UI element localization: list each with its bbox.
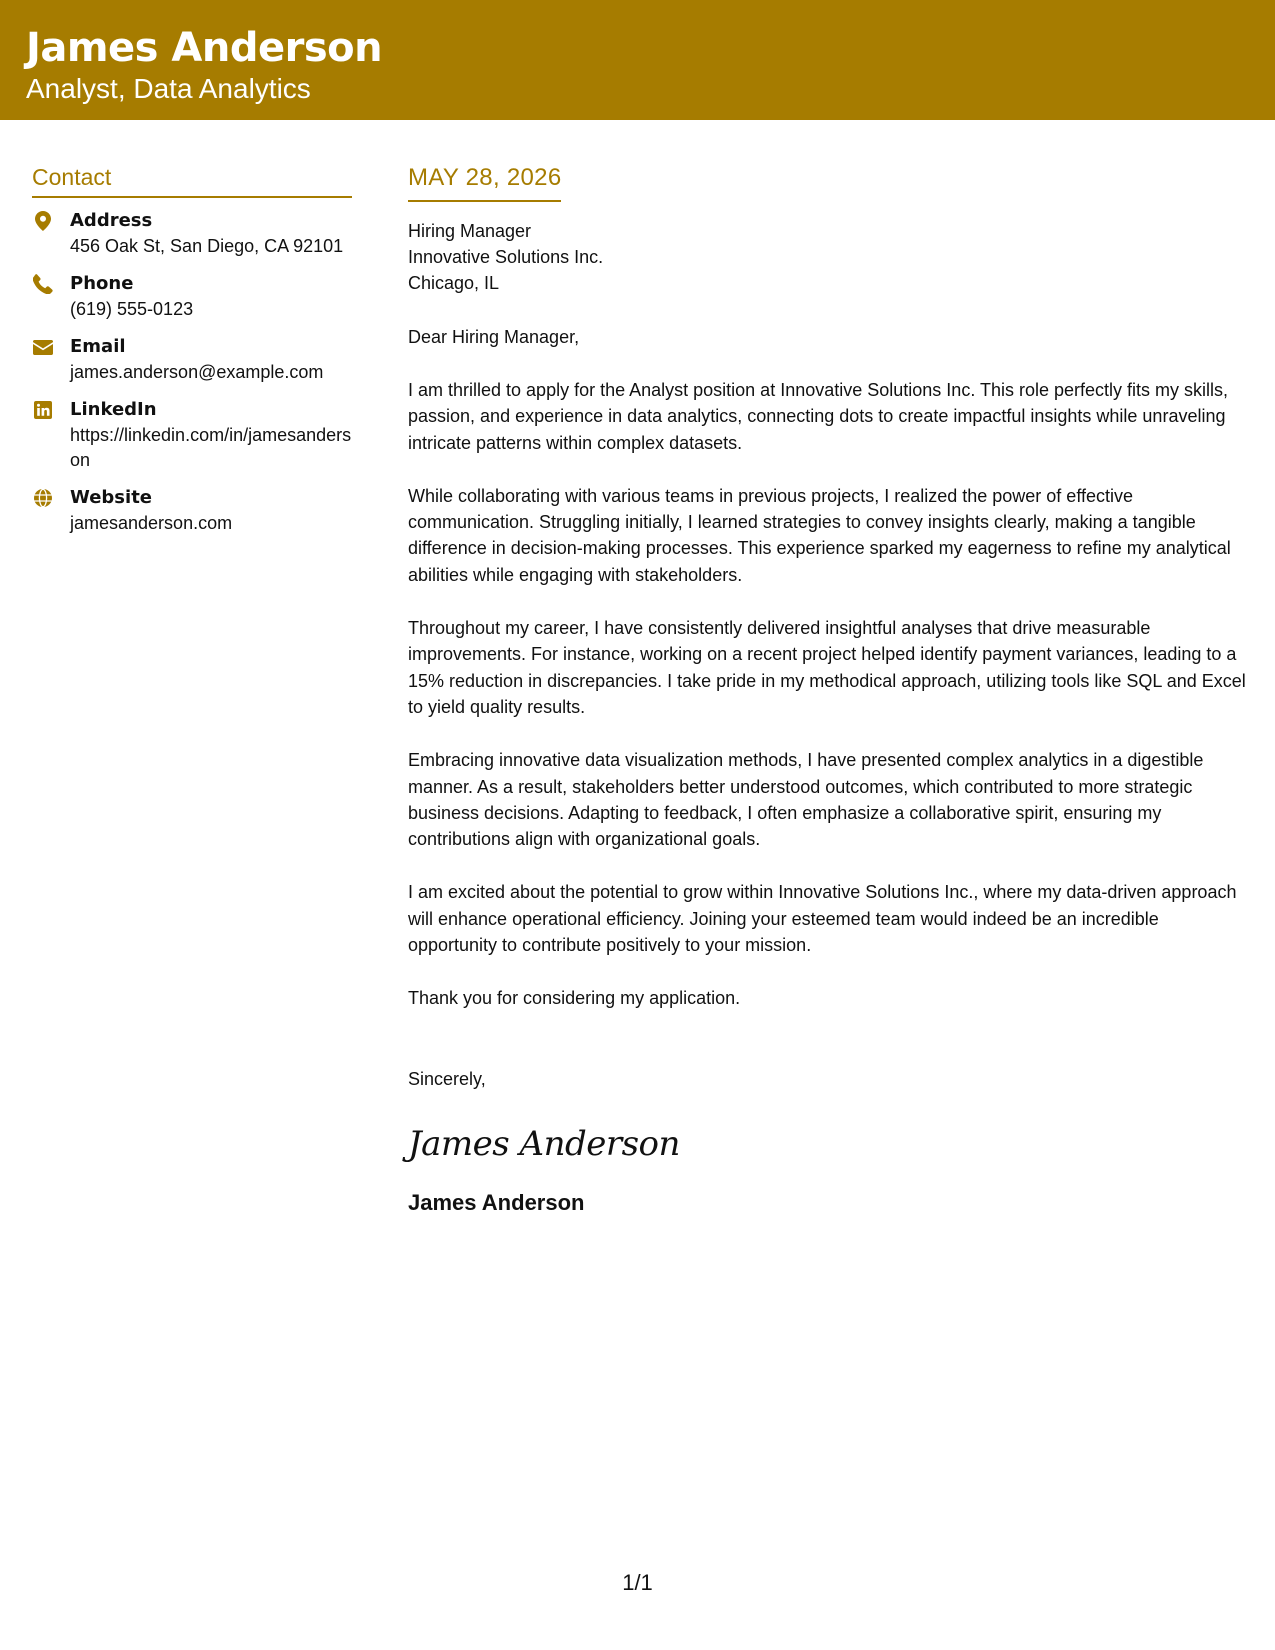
header-banner xyxy=(0,0,1275,120)
contact-label: LinkedIn xyxy=(70,399,157,420)
contact-value: 456 Oak St, San Diego, CA 92101 xyxy=(70,236,344,256)
recipient-company: Innovative Solutions Inc. xyxy=(408,247,604,267)
phone-icon xyxy=(32,273,54,295)
closing: Sincerely, xyxy=(408,1068,486,1089)
contact-sidebar xyxy=(32,162,352,548)
salutation: Dear Hiring Manager, xyxy=(408,327,580,347)
contact-label: Address xyxy=(70,210,153,231)
contact-item-website xyxy=(32,485,352,536)
linkedin-icon xyxy=(32,399,54,421)
letter-paragraph: Embracing innovative data visualization methods, I have presented complex analytics in a digestible manner. As a result, stakeholders better understood outcomes, which contributed to more strategic business decisions. Adapting to feedback, I often emphasize a collaborative spirit, ensuring my contributions align with organizational goals. xyxy=(408,750,1204,850)
contact-list xyxy=(32,208,352,536)
globe-icon xyxy=(32,487,54,509)
letter-date: MAY 28, 2026 xyxy=(408,162,561,202)
letter-paragraph: Thank you for considering my application. xyxy=(408,988,741,1009)
recipient-location: Chicago, IL xyxy=(408,273,500,293)
letter-paragraph: I am excited about the potential to grow within Innovative Solutions Inc., where my data-driven approach will enhance operational efficiency. Joining your esteemed team would indeed be an incredible opportunity to contribute positively to your mission. xyxy=(408,882,1237,956)
contact-value: (619) 555-0123 xyxy=(70,299,194,319)
letter-paragraph: Throughout my career, I have consistently delivered insightful analyses that drive measurable improvements. For instance, working on a recent project helped identify payment variances, leading to a 15% reduction in discrepancies. I take pride in my methodical approach, utilizing tools like SQL and Excel to yield quality results. xyxy=(408,618,1246,717)
contact-item-email xyxy=(32,334,352,385)
signer-name: James Anderson xyxy=(408,1189,585,1215)
contact-item-linkedin xyxy=(32,397,352,473)
contact-value: jamesanderson.com xyxy=(70,513,233,533)
recipient-title: Hiring Manager xyxy=(408,221,532,241)
letter-paragraph: While collaborating with various teams in previous projects, I realized the power of effective communication. Struggling initially, I learned strategies to convey insights clearly, making a tangible difference in decision-making processes. This experience sparked my eagerness to refine my analytical abilities while engaging with stakeholders. xyxy=(408,485,1231,585)
letter-body xyxy=(408,162,1248,1218)
applicant-role: Analyst, Data Analytics xyxy=(26,73,311,104)
page-number: 1/1 xyxy=(622,1570,653,1595)
contact-item-address xyxy=(32,208,352,259)
contact-label: Website xyxy=(70,487,153,508)
recipient-block xyxy=(408,218,1248,296)
contact-item-phone xyxy=(32,271,352,322)
handwritten-signature: James Anderson xyxy=(408,1123,680,1164)
contact-value: https://linkedin.com/in/jamesanderson xyxy=(70,425,352,470)
applicant-name: James Anderson xyxy=(26,25,383,71)
contact-label: Email xyxy=(70,336,126,357)
contact-value: james.anderson@example.com xyxy=(70,362,324,382)
contact-heading: Contact xyxy=(32,162,352,198)
envelope-icon xyxy=(32,336,54,358)
contact-label: Phone xyxy=(70,273,134,294)
letter-paragraph: I am thrilled to apply for the Analyst position at Innovative Solutions Inc. This role perfectly fits my skills, passion, and experience in data analytics, connecting dots to create impactful insights while unraveling intricate patterns within complex datasets. xyxy=(408,380,1229,453)
map-pin-icon xyxy=(32,210,54,232)
